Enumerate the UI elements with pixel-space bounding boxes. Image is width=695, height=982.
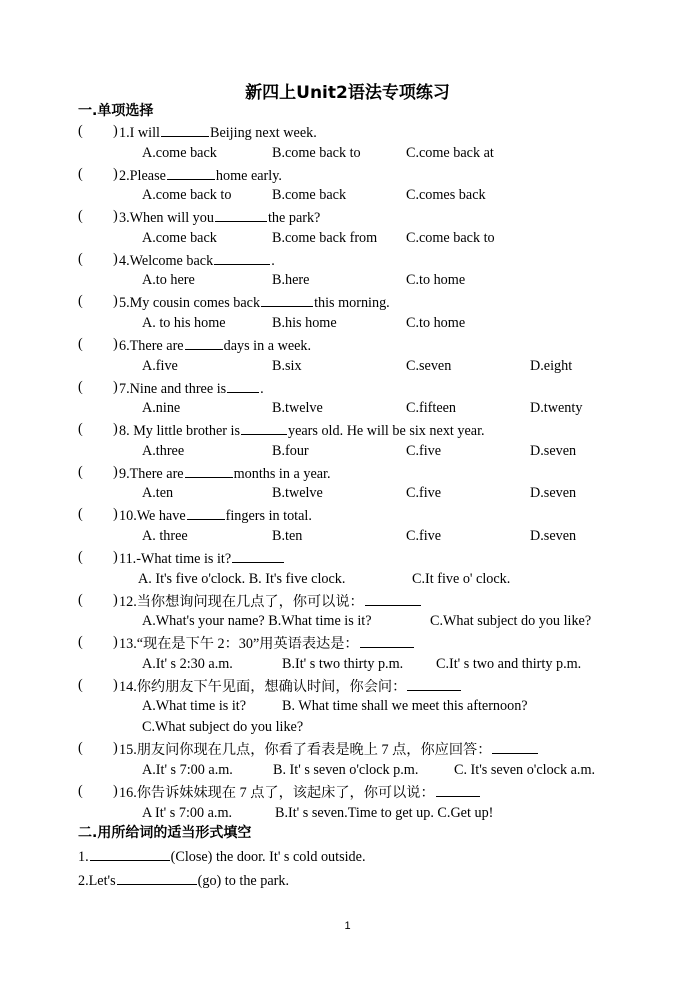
answer-paren-close: ) [113, 506, 118, 523]
option-a[interactable]: A. to his home [142, 314, 226, 331]
answer-blank[interactable] [214, 250, 270, 265]
section-heading-fill: 二.用所给词的适当形式填空 [78, 825, 252, 841]
question-text [119, 250, 275, 270]
option-c[interactable]: C.to home [406, 314, 466, 331]
option-a[interactable]: A.come back to [142, 187, 232, 204]
answer-paren-open[interactable]: ( [78, 463, 83, 480]
question-stem: 16.你告诉妹妹现在 7 点了，该起床了，你可以说： [119, 785, 435, 801]
answer-blank[interactable] [167, 165, 215, 180]
question-stem: 5.My cousin comes back [119, 295, 261, 312]
answer-paren-close: ) [113, 336, 118, 352]
question-stem: 3.When will you [119, 210, 214, 227]
option-d[interactable]: D.seven [530, 442, 577, 459]
answer-paren-open[interactable]: ( [78, 378, 83, 395]
question-stem: 9.There are [119, 465, 184, 482]
fill-number: 1. [78, 849, 89, 865]
answer-paren-close: ) [113, 740, 118, 757]
question-text [119, 505, 312, 525]
option-d[interactable]: D.twenty [530, 400, 583, 417]
answer-paren-close: ) [113, 378, 118, 395]
question-stem: 2.Please [119, 167, 166, 184]
answer-paren-open[interactable]: ( [78, 208, 83, 225]
option-b[interactable]: B.four [272, 442, 309, 459]
answer-paren-open[interactable]: ( [78, 783, 83, 799]
question-stem-end: fingers in total. [225, 508, 312, 525]
question-text [119, 548, 285, 568]
option-a[interactable]: A.ten [142, 485, 174, 502]
option-b[interactable]: B.come back to [272, 144, 361, 161]
option-b[interactable]: B. It' s seven o'clock p.m. [273, 761, 419, 778]
question-text [119, 420, 485, 440]
answer-blank[interactable] [215, 207, 267, 222]
fill-text: (Close) the door. It' s cold outside. [170, 849, 366, 865]
answer-paren-close: ) [113, 783, 118, 799]
option-b[interactable]: B.It' s seven.Time to get up. C.Get up! [275, 804, 494, 821]
answer-paren-close: ) [113, 293, 118, 310]
question-text [119, 122, 317, 142]
option-a[interactable]: A. three [142, 527, 188, 544]
option-b[interactable]: B.here [272, 272, 310, 289]
answer-blank[interactable] [227, 378, 259, 393]
option-b[interactable]: B.his home [272, 314, 337, 331]
answer-blank[interactable] [185, 335, 223, 350]
question-stem: 11.-What time is it? [119, 551, 232, 567]
question-text [119, 633, 415, 653]
answer-blank[interactable] [407, 676, 461, 691]
answer-blank[interactable] [241, 420, 287, 435]
option-b[interactable]: B. What time shall we meet this afternoon? [282, 698, 528, 715]
option-a[interactable]: A.It' s 2:30 a.m. [142, 655, 233, 672]
option-a[interactable]: A.come back [142, 144, 217, 161]
answer-paren-open[interactable]: ( [78, 634, 83, 651]
answer-paren-close: ) [113, 463, 118, 480]
answer-blank[interactable] [232, 548, 284, 563]
question-stem-end: months in a year. [233, 465, 331, 482]
answer-paren-open[interactable]: ( [78, 250, 83, 267]
option-b[interactable]: B.twelve [272, 400, 323, 417]
question-text [119, 207, 320, 227]
option-a[interactable]: A.five [142, 357, 178, 374]
option-d[interactable]: D.eight [530, 357, 573, 374]
answer-paren-open[interactable]: ( [78, 421, 83, 438]
answer-paren-close: ) [113, 676, 118, 693]
option-c[interactable]: C.seven [406, 357, 452, 374]
question-stem-end: the park? [267, 210, 321, 227]
option-a[interactable]: A.What's your name? B.What time is it? [142, 613, 372, 630]
fill-item [78, 870, 289, 890]
option-b[interactable]: B.come back [272, 187, 347, 204]
question-stem: 6.There are [119, 338, 184, 354]
answer-paren-open[interactable]: ( [78, 293, 83, 310]
page-number: 1 [344, 920, 351, 932]
question-text [119, 591, 422, 611]
option-a[interactable]: A.It' s 7:00 a.m. [142, 761, 233, 778]
option-c[interactable]: C.come back at [406, 144, 494, 161]
answer-paren-close: ) [113, 208, 118, 225]
option-c[interactable]: C.It' s two and thirty p.m. [436, 655, 582, 672]
option-a[interactable]: A.three [142, 442, 185, 459]
answer-paren-open[interactable]: ( [78, 165, 83, 182]
question-text [119, 782, 481, 802]
option-c[interactable]: C.What subject do you like? [142, 719, 304, 736]
answer-paren-close: ) [113, 421, 118, 438]
answer-paren-close: ) [113, 165, 118, 182]
fill-text: (go) to the park. [197, 873, 290, 889]
question-text [119, 292, 390, 312]
option-a[interactable]: A It' s 7:00 a.m. [142, 804, 233, 821]
answer-blank[interactable] [261, 292, 313, 307]
answer-blank[interactable] [90, 846, 170, 861]
answer-paren-open[interactable]: ( [78, 740, 83, 757]
question-stem-end: years old. He will be six next year. [287, 423, 485, 440]
question-text [119, 378, 264, 398]
option-b[interactable]: B.come back from [272, 229, 378, 246]
answer-blank[interactable] [360, 633, 414, 648]
answer-paren-close: ) [113, 634, 118, 651]
question-text [119, 739, 539, 759]
fill-number: 2.Let's [78, 873, 116, 889]
option-b[interactable]: C.It five o' clock. [412, 570, 511, 587]
answer-blank[interactable] [117, 870, 197, 885]
option-a[interactable]: A.What time is it? [142, 698, 247, 715]
answer-paren-close: ) [113, 549, 118, 565]
option-b[interactable]: B.ten [272, 527, 303, 544]
answer-blank[interactable] [185, 463, 233, 478]
option-a[interactable]: A.to here [142, 272, 195, 289]
question-text [119, 335, 311, 355]
question-text [119, 463, 331, 483]
question-stem-end: this morning. [314, 295, 390, 312]
question-stem-end: home early. [215, 167, 282, 184]
answer-paren-open[interactable]: ( [78, 336, 83, 352]
answer-blank[interactable] [365, 591, 421, 606]
option-c[interactable]: C.come back to [406, 229, 495, 246]
question-stem-end: . [271, 252, 275, 269]
answer-paren-open[interactable]: ( [78, 549, 83, 565]
question-stem-end: Beijing next week. [209, 125, 317, 141]
option-b[interactable]: B.It' s two thirty p.m. [282, 655, 404, 672]
answer-paren-open[interactable]: ( [78, 123, 83, 139]
question-stem: 8. My little brother is [119, 423, 240, 440]
option-a[interactable]: A.come back [142, 229, 217, 246]
question-stem: 12.当你想询问现在几点了，你可以说： [119, 593, 364, 610]
question-stem: 1.I will [119, 125, 160, 141]
question-text [119, 676, 462, 696]
section-heading-choice: 一.单项选择 [78, 103, 154, 119]
option-c[interactable]: C.five [406, 442, 442, 459]
question-stem: 10.We have [119, 508, 186, 525]
option-a[interactable]: A.nine [142, 400, 181, 417]
answer-paren-close: ) [113, 250, 118, 267]
answer-paren-close: ) [113, 123, 118, 139]
option-b[interactable]: C.What subject do you like? [430, 613, 592, 630]
option-b[interactable]: B.twelve [272, 485, 323, 502]
answer-paren-open[interactable]: ( [78, 591, 83, 608]
option-b[interactable]: B.six [272, 357, 302, 374]
question-stem: 4.Welcome back [119, 252, 214, 269]
option-a[interactable]: A. It's five o'clock. B. It's five clock. [138, 570, 346, 587]
answer-paren-open[interactable]: ( [78, 506, 83, 523]
answer-blank[interactable] [436, 782, 480, 797]
answer-paren-close: ) [113, 591, 118, 608]
option-d[interactable]: D.seven [530, 485, 577, 502]
answer-blank[interactable] [187, 505, 225, 520]
option-c[interactable]: C.five [406, 527, 442, 544]
answer-paren-open[interactable]: ( [78, 676, 83, 693]
question-text [119, 165, 282, 185]
option-c[interactable]: C.to home [406, 272, 466, 289]
page-title: 新四上Unit2语法专项练习 [245, 83, 450, 103]
question-stem: 14.你约朋友下午见面，想确认时间，你会问： [119, 678, 407, 695]
fill-item [78, 846, 366, 866]
answer-blank[interactable] [161, 122, 209, 137]
question-stem: 13.“现在是下午 2：30”用英语表达是： [119, 636, 359, 653]
answer-blank[interactable] [492, 739, 538, 754]
option-c[interactable]: C.comes back [406, 187, 486, 204]
question-stem: 7.Nine and three is [119, 380, 227, 397]
question-stem: 15.朋友问你现在几点，你看了看表是晚上 7 点，你应回答： [119, 742, 492, 759]
option-c[interactable]: C.fifteen [406, 400, 457, 417]
option-c[interactable]: C.five [406, 485, 442, 502]
question-stem-end: days in a week. [223, 338, 312, 354]
question-stem-end: . [260, 380, 264, 397]
option-c[interactable]: C. It's seven o'clock a.m. [454, 761, 596, 778]
option-d[interactable]: D.seven [530, 527, 577, 544]
